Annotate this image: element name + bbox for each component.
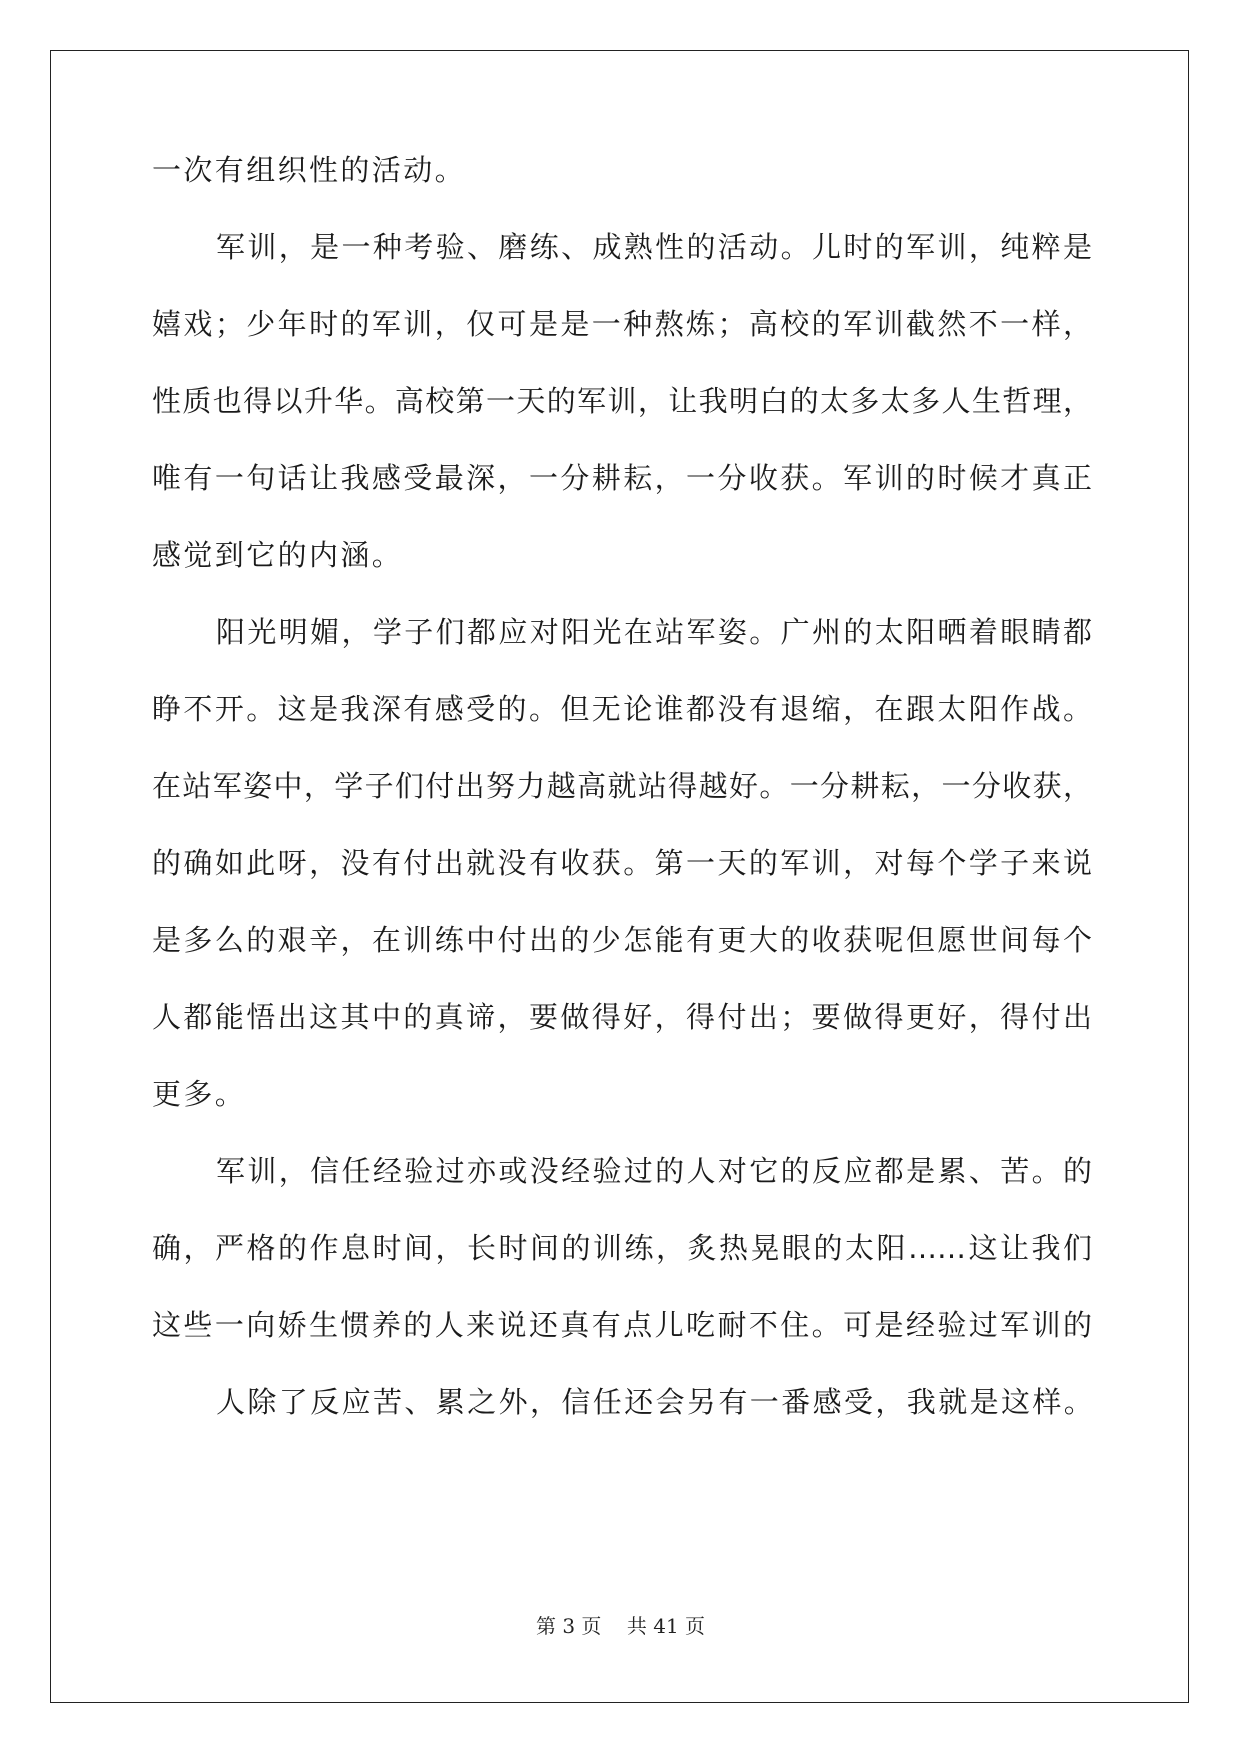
text-line: 人除了反应苦、累之外，信任还会另有一番感受，我就是这样。 bbox=[216, 1385, 1096, 1419]
text-line: 确，严格的作息时间，长时间的训练，炙热晃眼的太阳……这让我们 bbox=[152, 1231, 1092, 1265]
text-line: 人都能悟出这其中的真谛，要做得好，得付出；要做得更好，得付出 bbox=[152, 1000, 1092, 1034]
text-line: 性质也得以升华。高校第一天的军训，让我明白的太多太多人生哲理， bbox=[152, 384, 1092, 418]
text-line: 这些一向娇生惯养的人来说还真有点儿吃耐不住。可是经验过军训的 bbox=[152, 1308, 1092, 1342]
text-line: 阳光明媚，学子们都应对阳光在站军姿。广州的太阳晒着眼睛都 bbox=[216, 615, 1092, 649]
text-line: 军训，是一种考验、磨练、成熟性的活动。儿时的军训，纯粹是 bbox=[216, 230, 1092, 264]
page-footer bbox=[0, 1610, 1241, 1639]
text-line: 是多么的艰辛，在训练中付出的少怎能有更大的收获呢但愿世间每个 bbox=[152, 923, 1092, 957]
text-line: 睁不开。这是我深有感受的。但无论谁都没有退缩，在跟太阳作战。 bbox=[152, 692, 1092, 726]
page-number: 第 3 页 bbox=[535, 1614, 602, 1638]
text-line: 感觉到它的内涵。 bbox=[152, 538, 404, 572]
text-line: 嬉戏；少年时的军训，仅可是是一种熬炼；高校的军训截然不一样， bbox=[152, 307, 1092, 341]
text-line: 更多。 bbox=[152, 1077, 247, 1111]
text-line: 的确如此呀，没有付出就没有收获。第一天的军训，对每个学子来说 bbox=[152, 846, 1092, 880]
text-line: 一次有组织性的活动。 bbox=[152, 153, 467, 187]
text-line: 军训，信任经验过亦或没经验过的人对它的反应都是累、苦。的 bbox=[216, 1154, 1092, 1188]
text-line: 在站军姿中，学子们付出努力越高就站得越好。一分耕耘，一分收获， bbox=[152, 769, 1092, 803]
text-line: 唯有一句话让我感受最深，一分耕耘，一分收获。军训的时候才真正 bbox=[152, 461, 1092, 495]
page-total: 共 41 页 bbox=[626, 1614, 706, 1638]
